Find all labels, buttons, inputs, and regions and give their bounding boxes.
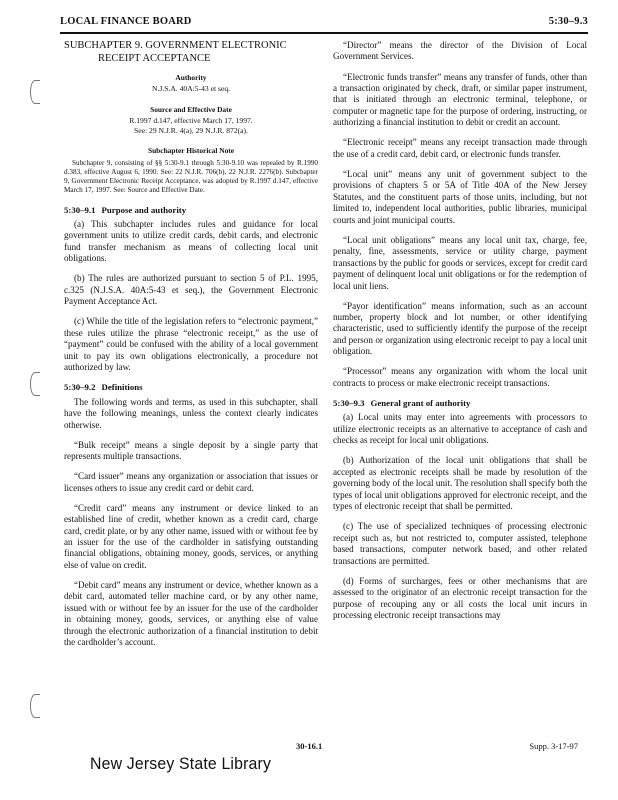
source-line-2: See: 29 N.J.R. 4(a), 29 N.J.R. 872(a). <box>134 125 248 135</box>
definition-director: “Director” means the director of the Division of Local Government Services. <box>333 40 587 62</box>
section-9-3-paragraph-a: (a) Local units may enter into agreements with processors to utilize electronic receipts as an alternative to acceptance of cash and checks as receipt for local unit obligations. <box>333 412 587 446</box>
section-9-1-paragraph-b: (b) The rules are authorized pursuant to section 5 of P.L. 1995, c.325 (N.J.S.A. 40A:5-43 et seq.), the Government Electronic Payment Acceptance Act. <box>64 273 318 307</box>
section-9-1-title: Purpose and authority <box>101 204 187 215</box>
right-column <box>333 40 587 630</box>
section-9-1-paragraph-c: (c) While the title of the legislation refers to “electronic payment,” these rules utilize the phrase “electronic receipt,” as the use of “payment” could be confused with the ability of a local government unit to pay its own obligations electronically, a procedure not authorized by law. <box>64 316 318 373</box>
definition-credit-card: “Credit card” means any instrument or device linked to an established line of credit, whether known as a credit card, charge card, credit plate, or by any other name, issued with or without fee by an issuer for the use of the cardholder in satisfying outstanding financial obligations, obtaining money, goods, services, or anything else of value on credit. <box>64 502 318 570</box>
section-9-3-paragraph-c: (c) The use of specialized techniques of processing electronic receipt such as, but not restricted to, computer assisted, telephone based transactions, computer network based, and other related transactions are permitted. <box>333 521 587 566</box>
section-9-3-number: 5:30–9.3 <box>333 397 365 408</box>
subchapter-title-line1: SUBCHAPTER 9. GOVERNMENT ELECTRONIC <box>64 40 287 51</box>
library-stamp: New Jersey State Library <box>90 754 272 773</box>
section-9-3-title: General grant of authority <box>370 397 471 408</box>
section-9-1-number: 5:30–9.1 <box>64 204 96 215</box>
source-line-1: R.1997 d.147, effective March 17, 1997. <box>129 116 253 126</box>
definition-local-unit-obligations: “Local unit obligations” means any local unit tax, charge, fee, penalty, fine, assessments, service or utility charge, payment transactions by the public for goods or services, except for credit card payment of delinquent local unit obligations or for the redemption of local unit liens. <box>333 234 587 291</box>
section-9-1-heading <box>64 205 318 216</box>
historical-note-heading: Subchapter Historical Note <box>147 146 235 156</box>
definition-local-unit: “Local unit” means any unit of government subject to the provisions of chapters 5 or 5A of Title 40A of the New Jersey Statutes, and the constituent parts of those units, including, but not limited to, independent local authorities, public libraries, municipal courts and joint municipal courts. <box>333 168 587 225</box>
section-9-3-heading <box>333 398 587 409</box>
section-9-2-title: Definitions <box>101 382 143 393</box>
definitions-intro: The following words and terms, as used in this subchapter, shall have the following meanings, unless the context clearly indicates otherwise. <box>64 396 318 430</box>
punch-hole-mark-top <box>30 80 40 104</box>
running-header <box>60 14 588 34</box>
subchapter-title <box>64 40 318 65</box>
punch-hole-mark-middle <box>30 372 40 396</box>
section-9-3-paragraph-b: (b) Authorization of the local unit obligations that shall be accepted as electronic receipts shall be made by resolution of the governing body of the local unit. The resolution shall specify both the types of local unit obligations approved for electronic receipt, and the types of electronic receipt that shall be permitted. <box>333 455 587 512</box>
authority-text: N.J.S.A. 40A:5-43 et seq. <box>151 84 231 94</box>
page-number: 30-16.1 <box>296 741 323 751</box>
section-9-1-paragraph-a: (a) This subchapter includes rules and guidance for local government units to utilize credit cards, debit cards, and electronic fund transfer mechanism as means of collecting local unit obligations. <box>64 219 318 264</box>
historical-note-text: Subchapter 9, consisting of §§ 5:30-9.1 through 5:30-9.10 was repealed by R.1990 d.383, effective August 6, 1990. See: 22 N.J.R. 706(b), 22 N.J.R. 2276(b). Subchapter 9, Government Electronic Receipt Acceptance, was adopted by R.1997 d.147, effective March 17, 1997. See: Source and Effective Date. <box>64 158 318 194</box>
section-9-2-heading <box>64 382 318 393</box>
source-heading: Source and Effective Date <box>150 104 232 114</box>
left-column <box>64 40 318 657</box>
subchapter-title-line2: RECEIPT ACCEPTANCE <box>98 52 211 64</box>
authority-heading: Authority <box>175 73 207 82</box>
header-title: LOCAL FINANCE BOARD <box>60 16 192 27</box>
header-section: 5:30–9.3 <box>548 16 588 27</box>
definition-card-issuer: “Card issuer” means any organization or association that issues or licenses others to issue any credit card or debit card. <box>64 471 318 493</box>
definition-bulk-receipt: “Bulk receipt” means a single deposit by a single party that represents multiple transactions. <box>64 439 318 462</box>
section-9-3-paragraph-d: (d) Forms of surcharges, fees or other mechanisms that are assessed to the originator of an electronic receipt transaction for the purpose of recouping any or all costs the local unit incurs in processing electronic receipt transactions may <box>333 575 587 620</box>
definition-electronic-funds-transfer: “Electronic funds transfer” means any transfer of funds, other than a transaction originated by check, draft, or similar paper instrument, that is initiated through an electronic terminal, telephone, or computer or magnetic tape for the purpose of ordering, instructing, or authorizing a financial institution to debit or credit an account. <box>333 71 587 128</box>
punch-hole-mark-bottom <box>30 694 40 718</box>
supplement-date: Supp. 3-17-97 <box>529 741 578 751</box>
definition-processor: “Processor” means any organization with whom the local unit contracts to process or make electronic receipt transactions. <box>333 366 587 388</box>
definition-electronic-receipt: “Electronic receipt” means any receipt transaction made through the use of a credit card, debit card, or electronic funds transfer. <box>333 137 587 159</box>
definition-payor-identification: “Payor identification” means information, such as an account number, property block and lot number, or other identifying characteristic, used to sufficiently identify the purpose of the receipt and person or organization using electronic receipt to pay a local unit obligation. <box>333 300 587 357</box>
section-9-2-number: 5:30–9.2 <box>64 382 96 393</box>
definition-debit-card: “Debit card” means any instrument or device, whether known as a debit card, automated teller machine card, or by any other name, issued with or without fee by an issuer for the use of the cardholder in obtaining money, goods, services, or anything else of value through the electronic authorization of a financial institution to debit the cardholder’s account. <box>64 579 318 648</box>
